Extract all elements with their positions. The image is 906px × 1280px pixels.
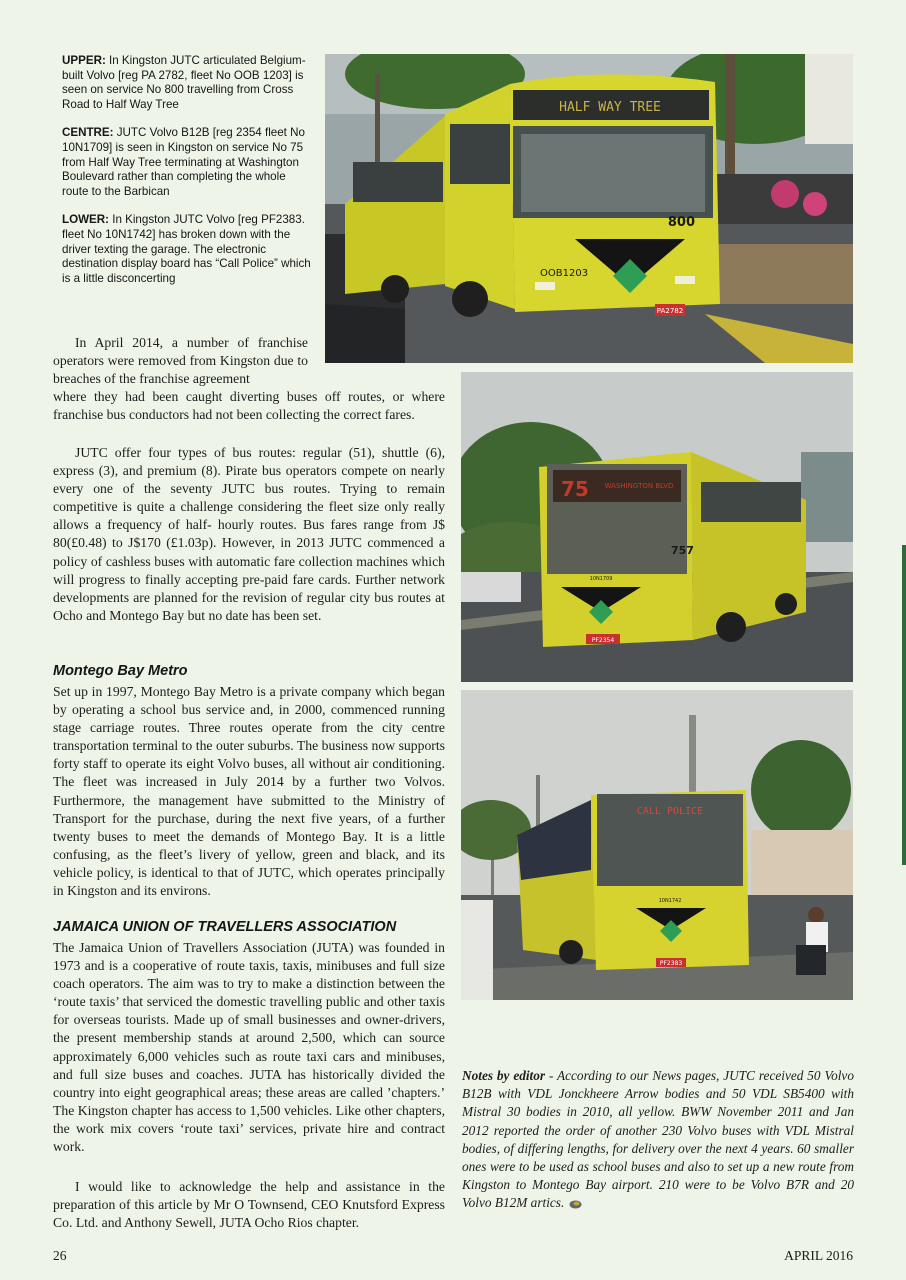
para-montego-bay-metro: Set up in 1997, Montego Bay Metro is a private company which began by operating a school bus service and, in 2000, commenced running stage carriage routes. Three routes operate from the city centre transportation terminal to the outer suburbs. The business now supports forty staff to operate its eight Volvo buses, all without air conditioning. The fleet was increased in July 2014 by a further two Volvos. Furthermore, the management have submitted to the Ministry of Transport for the purchase, during the next five years, of a further twenty buses to meet the demands of Montego Bay. It is a little confusing, as the fleet’s livery of yellow, green and black, and its vehicle policy, is identical to that of JUTC, which operates principally in Kingston and its environs. xyxy=(53,684,445,899)
heading-juta: JAMAICA UNION OF TRAVELLERS ASSOCIATION xyxy=(53,919,397,935)
issue-date: APRIL 2016 xyxy=(784,1248,853,1263)
photo-lower-broken-down-bus xyxy=(461,690,853,1000)
para-jutc-routes: JUTC offer four types of bus routes: regular (51), shuttle (6), express (3), and premium (8). Pirate bus operators compete on nearly every one of the seventy JUTC bus routes. Trying to remain competitive is quite a challenge considering the fleet size only really allows a frequency of half- hourly routes. Bus fares range from J$ 80(£0.48) to J$170 (£1.03p). However, in 2013 JUTC commenced a policy of cashless buses with automatic fare collection machines which will progress to finally accepting pre-paid fare cards. Further network developments are planned for the revision of regular city bus routes at Ocho and Montego Bay but no date has been set. xyxy=(53,445,445,623)
photo-centre-volvo-b12b xyxy=(461,372,853,682)
lower-fleet-number: 10N1742 xyxy=(658,898,682,904)
centre-route-number: 75 xyxy=(561,477,589,501)
upper-plate: PA2782 xyxy=(656,307,684,315)
centre-side-number: 757 xyxy=(671,544,694,557)
photo-upper-articulated-bus xyxy=(325,54,853,363)
para-franchise-continued: where they had been caught diverting buses off routes, or where franchise bus conductors had not been collecting the correct fares. xyxy=(53,389,445,423)
para-franchise-opening: In April 2014, a number of franchise operators were removed from Kingston due to breaches of the franchise agreement xyxy=(53,335,308,387)
page-edge-marker xyxy=(902,545,906,865)
page-number: 26 xyxy=(53,1248,67,1263)
centre-plate: PF2354 xyxy=(591,637,615,644)
lower-destination-display: CALL POLICE xyxy=(636,806,704,817)
caption-lower: LOWER: In Kingston JUTC Volvo [reg PF2383. fleet No 10N1742] has broken down with the driver texting the garage. The electronic destination display board has “Call Police” which is a little disconcerting xyxy=(62,213,311,285)
lower-plate: PF2383 xyxy=(659,960,683,967)
caption-centre: CENTRE: JUTC Volvo B12B [reg 2354 fleet No 10N1709] is seen in Kingston on service No 75 from Half Way Tree terminating at Washington Boulevard rather than completing the whole route to the Barbican xyxy=(62,126,305,198)
editor-note: Notes by editor - According to our News pages, JUTC received 50 Volvo B12B with VDL Jonckheere Arrow bodies and 50 VDL SB5400 with Mistral 30 bodies in 2010, all yellow. BWW November 2011 and Jan 2012 reported the order of another 230 Volvo buses with VDL Mistral bodies, of differing lengths, for delivery over the next 4 years. 60 smaller ones were to be used as school buses and also to set up a new route from Kingston to Montego Bay airport. 210 were to be Volvo B7R and 20 Volvo B12M artics. xyxy=(462,1068,854,1211)
upper-route-number: 800 xyxy=(667,215,695,230)
photo-captions xyxy=(62,54,312,300)
article-end-bus-icon xyxy=(569,1200,582,1209)
upper-fleet-number: OOB1203 xyxy=(540,268,589,279)
upper-destination-display: HALF WAY TREE xyxy=(559,100,661,115)
centre-destination-display: WASHINGTON BLVD xyxy=(604,482,674,490)
para-acknowledgements: I would like to acknowledge the help and assistance in the preparation of this article by Mr O Townsend, CEO Knutsford Express Co. Ltd. and Anthony Sewell, JUTA Ocho Rios chapter. xyxy=(53,1179,445,1231)
heading-montego-bay-metro: Montego Bay Metro xyxy=(53,663,188,679)
centre-fleet-number: 10N1709 xyxy=(589,576,613,582)
para-juta: The Jamaica Union of Travellers Association (JUTA) was founded in 1973 and is a cooperative of route taxis, taxis, minibuses and full size coach operators. The aim was to try to make a distinction between the ‘route taxis’ that serviced the domestic travelling public and other taxis for overseas tourists. Made up of small businesses and owner-drivers, the present membership stands at around 2,500, which can source approximately 6,000 vehicles such as route taxi cars and minibuses, and full size buses and coaches. JUTA has historically divided the country into eight geographical areas; these areas are called ’chapters.’ The Kingston chapter has access to 1,500 vehicles. Like other chapters, the work mix covers ‘route taxi’ services, private hire and contract work. xyxy=(53,940,445,1155)
caption-upper: UPPER: In Kingston JUTC articulated Belgium-built Volvo [reg PA 2782, fleet No OOB 1203] is seen on service No 800 travelling from Cross Road to Half Way Tree xyxy=(62,54,306,111)
